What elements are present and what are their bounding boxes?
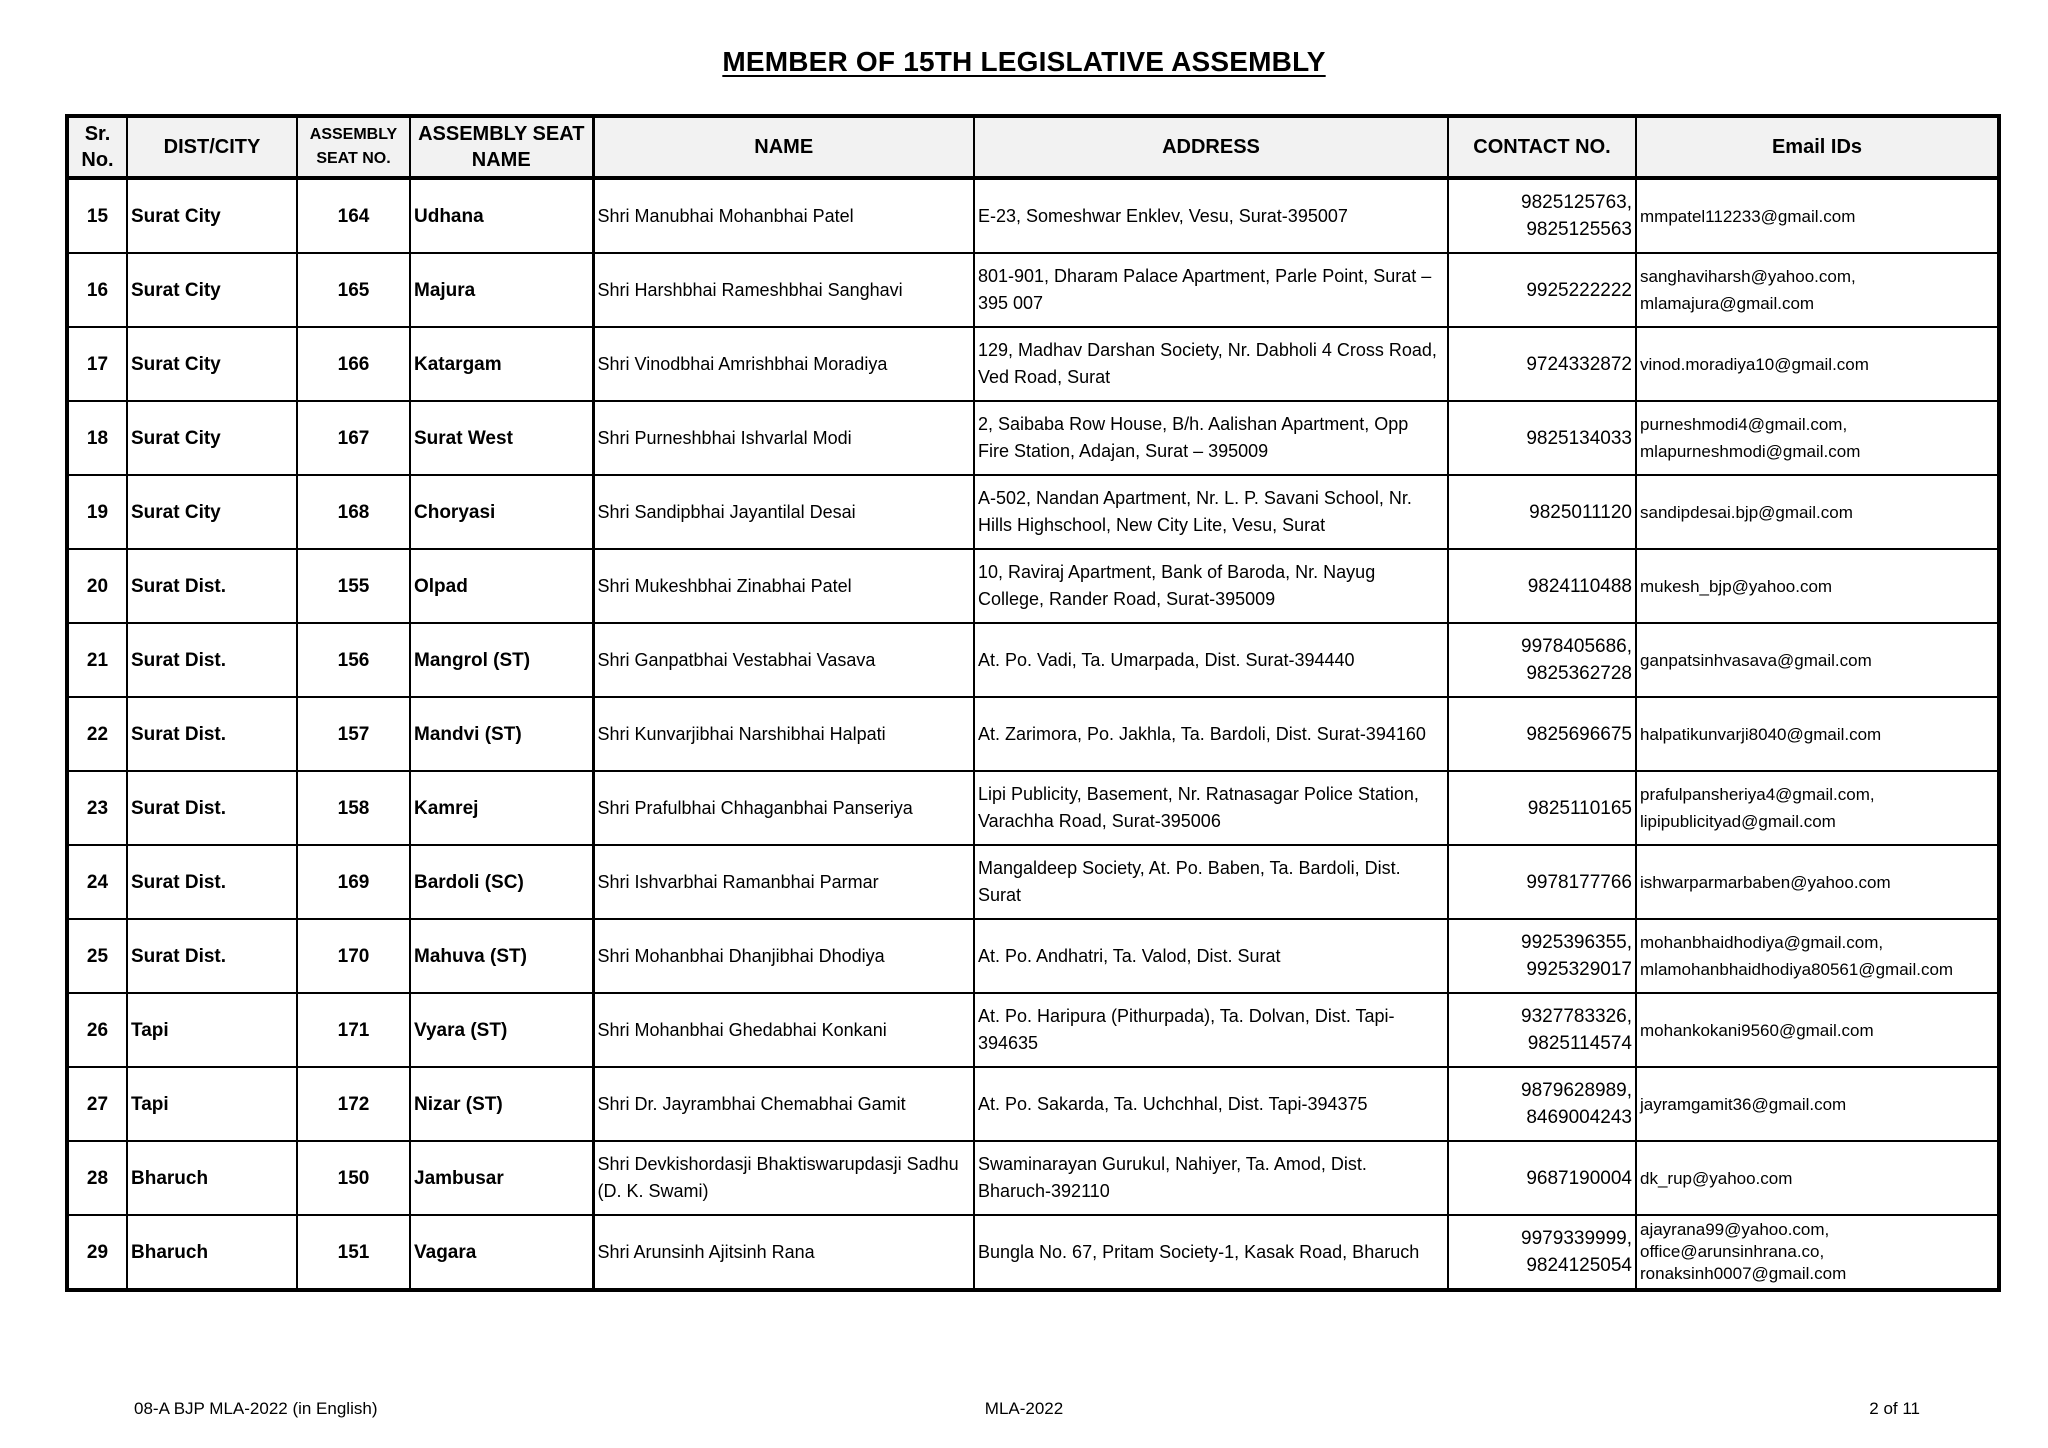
cell-sr-no: 26 [67, 993, 127, 1067]
cell-seat-name: Katargam [410, 327, 593, 401]
cell-contact-no: 9825134033 [1448, 401, 1636, 475]
cell-contact-no: 9724332872 [1448, 327, 1636, 401]
cell-dist-city: Surat City [127, 475, 297, 549]
cell-dist-city: Surat City [127, 401, 297, 475]
cell-member-name: Shri Dr. Jayrambhai Chemabhai Gamit [593, 1067, 974, 1141]
cell-sr-no: 21 [67, 623, 127, 697]
cell-address: Bungla No. 67, Pritam Society-1, Kasak Road, Bharuch [974, 1215, 1448, 1290]
cell-seat-no: 172 [297, 1067, 410, 1141]
footer-document-name: 08-A BJP MLA-2022 (in English) [134, 1399, 378, 1418]
cell-seat-no: 164 [297, 178, 410, 253]
table-row [67, 697, 1999, 771]
cell-address: At. Po. Haripura (Pithurpada), Ta. Dolvan, Dist. Tapi- 394635 [974, 993, 1448, 1067]
cell-contact-no: 9824110488 [1448, 549, 1636, 623]
cell-seat-name: Mandvi (ST) [410, 697, 593, 771]
cell-seat-no: 165 [297, 253, 410, 327]
cell-dist-city: Surat Dist. [127, 771, 297, 845]
cell-seat-no: 170 [297, 919, 410, 993]
cell-member-name: Shri Devkishordasji Bhaktiswarupdasji Sadhu (D. K. Swami) [593, 1141, 974, 1215]
cell-dist-city: Bharuch [127, 1215, 297, 1290]
table-row [67, 623, 1999, 697]
footer-page-number: 2 of 11 [1869, 1399, 1920, 1418]
cell-seat-no: 156 [297, 623, 410, 697]
header-seat-name: ASSEMBLY SEAT NAME [410, 116, 593, 178]
cell-seat-name: Majura [410, 253, 593, 327]
cell-sr-no: 15 [67, 178, 127, 253]
cell-member-name: Shri Mohanbhai Dhanjibhai Dhodiya [593, 919, 974, 993]
cell-sr-no: 20 [67, 549, 127, 623]
page-title: MEMBER OF 15TH LEGISLATIVE ASSEMBLY [722, 46, 1326, 77]
cell-dist-city: Bharuch [127, 1141, 297, 1215]
cell-address: A-502, Nandan Apartment, Nr. L. P. Savani School, Nr. Hills Highschool, New City Lite, Vesu, Surat [974, 475, 1448, 549]
table-row [67, 771, 1999, 845]
header-dist: DIST/CITY [127, 116, 297, 178]
table-row [67, 1215, 1999, 1290]
cell-email: ganpatsinhvasava@gmail.com [1636, 623, 1999, 697]
cell-seat-no: 167 [297, 401, 410, 475]
cell-address: 10, Raviraj Apartment, Bank of Baroda, Nr. Nayug College, Rander Road, Surat-395009 [974, 549, 1448, 623]
cell-seat-name: Udhana [410, 178, 593, 253]
cell-email: mmpatel112233@gmail.com [1636, 178, 1999, 253]
cell-seat-name: Vagara [410, 1215, 593, 1290]
header-sr: Sr. No. [67, 116, 127, 178]
header-email: Email IDs [1636, 116, 1999, 178]
cell-sr-no: 17 [67, 327, 127, 401]
cell-seat-name: Nizar (ST) [410, 1067, 593, 1141]
cell-seat-name: Vyara (ST) [410, 993, 593, 1067]
cell-email: sandipdesai.bjp@gmail.com [1636, 475, 1999, 549]
cell-dist-city: Surat Dist. [127, 549, 297, 623]
table-row [67, 178, 1999, 253]
cell-email: purneshmodi4@gmail.com, mlapurneshmodi@gmail.com [1636, 401, 1999, 475]
cell-member-name: Shri Kunvarjibhai Narshibhai Halpati [593, 697, 974, 771]
cell-email: prafulpansheriya4@gmail.com, lipipublicityad@gmail.com [1636, 771, 1999, 845]
cell-address: At. Po. Vadi, Ta. Umarpada, Dist. Surat-394440 [974, 623, 1448, 697]
cell-member-name: Shri Ishvarbhai Ramanbhai Parmar [593, 845, 974, 919]
cell-member-name: Shri Prafulbhai Chhaganbhai Panseriya [593, 771, 974, 845]
header-name: NAME [593, 116, 974, 178]
cell-seat-no: 155 [297, 549, 410, 623]
table-row [67, 1141, 1999, 1215]
cell-member-name: Shri Mukeshbhai Zinabhai Patel [593, 549, 974, 623]
cell-email: vinod.moradiya10@gmail.com [1636, 327, 1999, 401]
cell-dist-city: Tapi [127, 1067, 297, 1141]
cell-seat-no: 171 [297, 993, 410, 1067]
cell-contact-no: 9825011120 [1448, 475, 1636, 549]
cell-email: ishwarparmarbaben@yahoo.com [1636, 845, 1999, 919]
cell-contact-no: 9979339999, 9824125054 [1448, 1215, 1636, 1290]
cell-member-name: Shri Mohanbhai Ghedabhai Konkani [593, 993, 974, 1067]
table-row [67, 1067, 1999, 1141]
cell-seat-name: Mangrol (ST) [410, 623, 593, 697]
cell-dist-city: Surat City [127, 327, 297, 401]
cell-seat-name: Olpad [410, 549, 593, 623]
cell-member-name: Shri Ganpatbhai Vestabhai Vasava [593, 623, 974, 697]
cell-sr-no: 16 [67, 253, 127, 327]
cell-seat-name: Kamrej [410, 771, 593, 845]
cell-member-name: Shri Manubhai Mohanbhai Patel [593, 178, 974, 253]
table-row [67, 919, 1999, 993]
cell-contact-no: 9687190004 [1448, 1141, 1636, 1215]
cell-member-name: Shri Harshbhai Rameshbhai Sanghavi [593, 253, 974, 327]
cell-address: At. Po. Sakarda, Ta. Uchchhal, Dist. Tapi-394375 [974, 1067, 1448, 1141]
cell-member-name: Shri Arunsinh Ajitsinh Rana [593, 1215, 974, 1290]
cell-dist-city: Surat City [127, 253, 297, 327]
cell-sr-no: 22 [67, 697, 127, 771]
cell-address: Mangaldeep Society, At. Po. Baben, Ta. Bardoli, Dist. Surat [974, 845, 1448, 919]
cell-seat-no: 151 [297, 1215, 410, 1290]
cell-seat-no: 169 [297, 845, 410, 919]
cell-contact-no: 9327783326, 9825114574 [1448, 993, 1636, 1067]
cell-dist-city: Surat Dist. [127, 623, 297, 697]
cell-email: mukesh_bjp@yahoo.com [1636, 549, 1999, 623]
cell-email: mohanbhaidhodiya@gmail.com, mlamohanbhaidhodiya80561@gmail.com [1636, 919, 1999, 993]
cell-seat-name: Choryasi [410, 475, 593, 549]
cell-sr-no: 18 [67, 401, 127, 475]
cell-email: mohankokani9560@gmail.com [1636, 993, 1999, 1067]
cell-contact-no: 9825110165 [1448, 771, 1636, 845]
table-row [67, 993, 1999, 1067]
cell-dist-city: Surat Dist. [127, 697, 297, 771]
cell-contact-no: 9925222222 [1448, 253, 1636, 327]
footer-center-label: MLA-2022 [984, 1399, 1064, 1418]
cell-seat-no: 157 [297, 697, 410, 771]
cell-dist-city: Surat City [127, 178, 297, 253]
cell-email: jayramgamit36@gmail.com [1636, 1067, 1999, 1141]
cell-contact-no: 9978177766 [1448, 845, 1636, 919]
cell-dist-city: Surat Dist. [127, 845, 297, 919]
table-row [67, 327, 1999, 401]
cell-sr-no: 28 [67, 1141, 127, 1215]
table-row [67, 475, 1999, 549]
cell-email: ajayrana99@yahoo.com, office@arunsinhrana.co, ronaksinh0007@gmail.com [1636, 1215, 1999, 1290]
cell-address: Lipi Publicity, Basement, Nr. Ratnasagar Police Station, Varachha Road, Surat-395006 [974, 771, 1448, 845]
header-seat-no: ASSEMBLY SEAT NO. [297, 116, 410, 178]
cell-email: dk_rup@yahoo.com [1636, 1141, 1999, 1215]
cell-seat-name: Mahuva (ST) [410, 919, 593, 993]
cell-address: Swaminarayan Gurukul, Nahiyer, Ta. Amod, Dist. Bharuch-392110 [974, 1141, 1448, 1215]
cell-member-name: Shri Purneshbhai Ishvarlal Modi [593, 401, 974, 475]
cell-seat-no: 158 [297, 771, 410, 845]
cell-dist-city: Surat Dist. [127, 919, 297, 993]
table-row [67, 253, 1999, 327]
cell-sr-no: 23 [67, 771, 127, 845]
cell-sr-no: 27 [67, 1067, 127, 1141]
cell-address: At. Zarimora, Po. Jakhla, Ta. Bardoli, Dist. Surat-394160 [974, 697, 1448, 771]
cell-email: sanghaviharsh@yahoo.com, mlamajura@gmail.com [1636, 253, 1999, 327]
cell-dist-city: Tapi [127, 993, 297, 1067]
cell-seat-name: Surat West [410, 401, 593, 475]
header-contact: CONTACT NO. [1448, 116, 1636, 178]
cell-address: E-23, Someshwar Enklev, Vesu, Surat-395007 [974, 178, 1448, 253]
cell-sr-no: 29 [67, 1215, 127, 1290]
cell-address: 129, Madhav Darshan Society, Nr. Dabholi 4 Cross Road, Ved Road, Surat [974, 327, 1448, 401]
header-address: ADDRESS [974, 116, 1448, 178]
cell-sr-no: 19 [67, 475, 127, 549]
cell-seat-name: Jambusar [410, 1141, 593, 1215]
cell-contact-no: 9879628989, 8469004243 [1448, 1067, 1636, 1141]
cell-seat-no: 168 [297, 475, 410, 549]
cell-seat-no: 150 [297, 1141, 410, 1215]
cell-contact-no: 9825125763, 9825125563 [1448, 178, 1636, 253]
table-row [67, 401, 1999, 475]
cell-contact-no: 9925396355, 9925329017 [1448, 919, 1636, 993]
cell-member-name: Shri Vinodbhai Amrishbhai Moradiya [593, 327, 974, 401]
table-row [67, 549, 1999, 623]
cell-member-name: Shri Sandipbhai Jayantilal Desai [593, 475, 974, 549]
cell-contact-no: 9978405686, 9825362728 [1448, 623, 1636, 697]
cell-seat-name: Bardoli (SC) [410, 845, 593, 919]
table-body [67, 178, 1999, 1290]
cell-contact-no: 9825696675 [1448, 697, 1636, 771]
table-row [67, 845, 1999, 919]
cell-sr-no: 24 [67, 845, 127, 919]
cell-sr-no: 25 [67, 919, 127, 993]
cell-address: 801-901, Dharam Palace Apartment, Parle Point, Surat – 395 007 [974, 253, 1448, 327]
table-header-row [67, 116, 1999, 178]
cell-address: At. Po. Andhatri, Ta. Valod, Dist. Surat [974, 919, 1448, 993]
mla-table [65, 114, 2001, 1292]
cell-address: 2, Saibaba Row House, B/h. Aalishan Apartment, Opp Fire Station, Adajan, Surat – 395009 [974, 401, 1448, 475]
cell-email: halpatikunvarji8040@gmail.com [1636, 697, 1999, 771]
cell-seat-no: 166 [297, 327, 410, 401]
